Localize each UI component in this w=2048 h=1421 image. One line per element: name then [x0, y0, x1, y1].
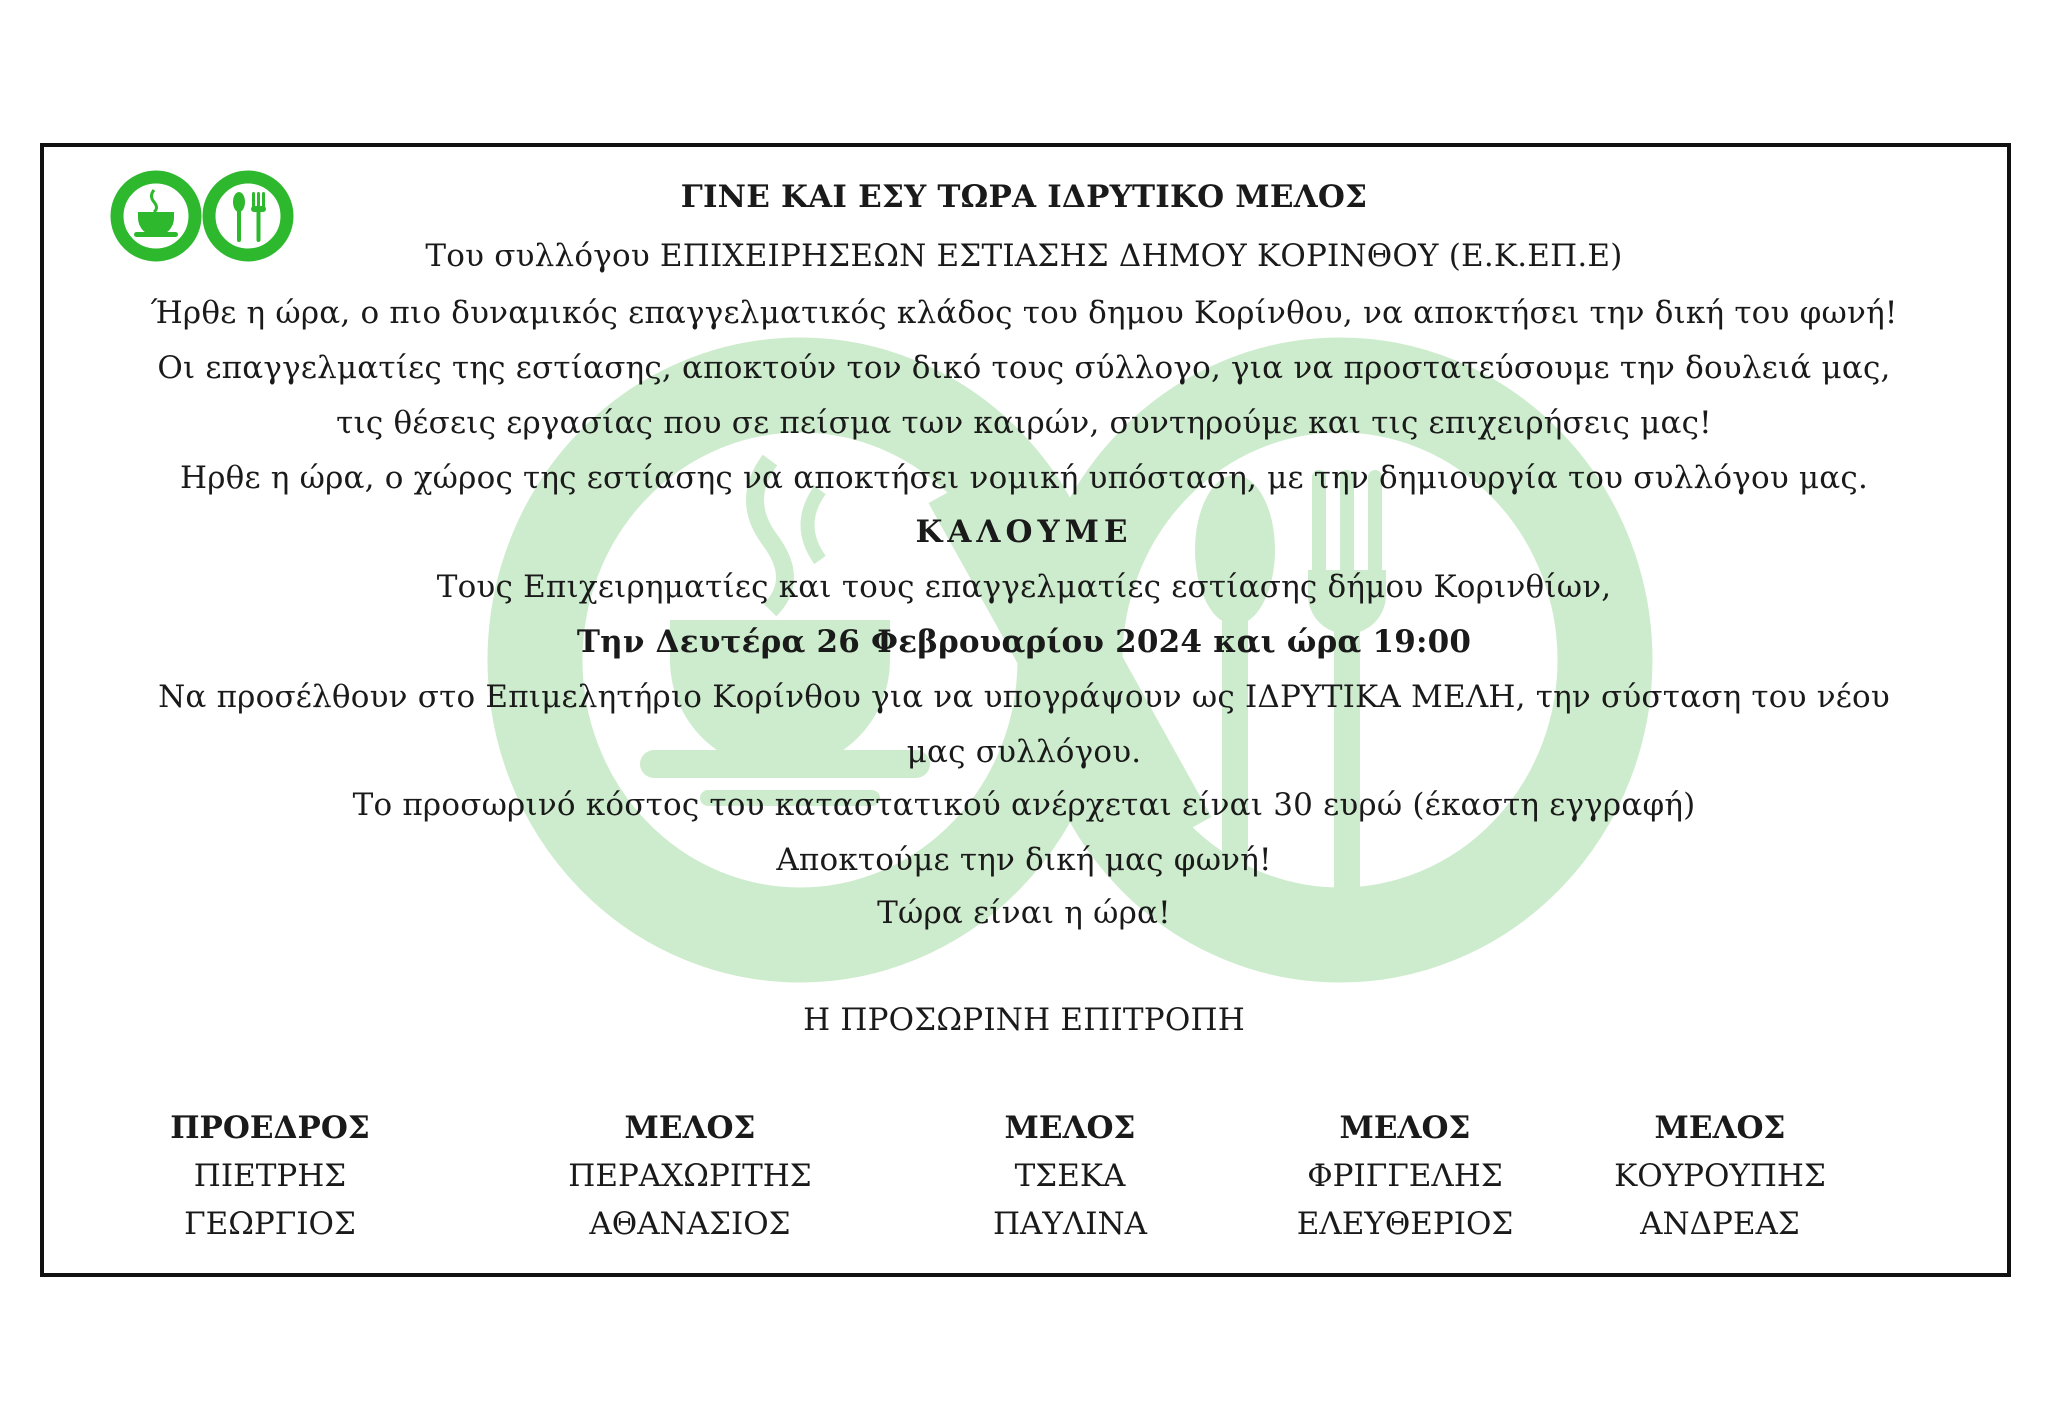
signatory-role: ΜΕΛΟΣ — [1004, 1110, 1136, 1146]
signatory-president — [170, 1104, 370, 1248]
signatory-member-4 — [1600, 1104, 1840, 1248]
signatory-member-2 — [960, 1104, 1180, 1248]
paragraph-5a: Να προσέλθουν στο Επιμελητήριο Κορίνθου για να υπογράψουν ως ΙΔΡΥΤΙΚΑ ΜΕΛΗ, την σύσταση του νέου — [158, 679, 1890, 715]
signatory-name: ΓΕΩΡΓΙΟΣ — [184, 1206, 356, 1242]
signatory-surname: ΤΣΕΚΑ — [1014, 1158, 1126, 1194]
kaloume-heading: ΚΑΛΟΥΜΕ — [915, 514, 1133, 550]
paragraph-2: Οι επαγγελματίες της εστίασης, αποκτούν τον δικό τους σύλλογο, για να προστατεύσουμε την δουλειά μας, — [157, 350, 1891, 386]
signatory-name: ΑΝΔΡΕΑΣ — [1640, 1206, 1800, 1242]
committee-title: Η ΠΡΟΣΩΡΙΝΗ ΕΠΙΤΡΟΠΗ — [803, 1002, 1245, 1038]
heading: ΓΙΝΕ ΚΑΙ ΕΣΥ ΤΩΡΑ ΙΔΡΥΤΙΚΟ ΜΕΛΟΣ — [680, 179, 1368, 215]
slogan-2: Τώρα είναι η ώρα! — [877, 895, 1171, 931]
signatory-surname: ΠΕΡΑΧΩΡΙΤΗΣ — [568, 1158, 812, 1194]
signatory-surname: ΠΙΕΤΡΗΣ — [193, 1158, 347, 1194]
slogan-1: Αποκτούμε την δική μας φωνή! — [776, 842, 1272, 878]
signatory-surname: ΚΟΥΡΟΥΠΗΣ — [1614, 1158, 1826, 1194]
paragraph-4: Ηρθε η ώρα, ο χώρος της εστίασης να αποκτήσει νομική υπόσταση, με την δημιουργία του συλλόγου μας. — [179, 460, 1869, 496]
paragraph-1: Ήρθε η ώρα, ο πιο δυναμικός επαγγελματικός κλάδος του δημου Κορίνθου, να αποκτήσει την δική του φωνή! — [150, 295, 1898, 331]
subheading: Του συλλόγου ΕΠΙΧΕΙΡΗΣΕΩΝ ΕΣΤΙΑΣΗΣ ΔΗΜΟΥ ΚΟΡΙΝΘΟΥ (Ε.Κ.ΕΠ.Ε) — [425, 238, 1623, 274]
signatory-role: ΠΡΟΕΔΡΟΣ — [170, 1110, 370, 1146]
paragraph-3: τις θέσεις εργασίας που σε πείσμα των καιρών, συντηρούμε και τις επιχειρήσεις μας! — [336, 405, 1712, 441]
signatory-name: ΑΘΑΝΑΣΙΟΣ — [589, 1206, 791, 1242]
signatory-role: ΜΕΛΟΣ — [1339, 1110, 1471, 1146]
signatory-role: ΜΕΛΟΣ — [1654, 1110, 1786, 1146]
invite-line: Τους Επιχειρηματίες και τους επαγγελματίες εστίασης δήμου Κορινθίων, — [436, 569, 1612, 605]
signatory-name: ΠΑΥΛΙΝΑ — [992, 1206, 1148, 1242]
signatory-member-1 — [560, 1104, 820, 1248]
paragraph-5b: μας συλλόγου. — [906, 734, 1142, 770]
cost-line: Το προσωρινό κόστος του καταστατικού ανέρχεται είναι 30 ευρώ (έκαστη εγγραφή) — [352, 787, 1696, 823]
signatory-name: ΕΛΕΥΘΕΡΙΟΣ — [1296, 1206, 1514, 1242]
signatory-surname: ΦΡΙΓΓΕΛΗΣ — [1307, 1158, 1503, 1194]
signatory-member-3 — [1280, 1104, 1530, 1248]
signatory-role: ΜΕΛΟΣ — [624, 1110, 756, 1146]
event-date: Την Δευτέρα 26 Φεβρουαρίου 2024 και ώρα 19:00 — [576, 624, 1472, 660]
